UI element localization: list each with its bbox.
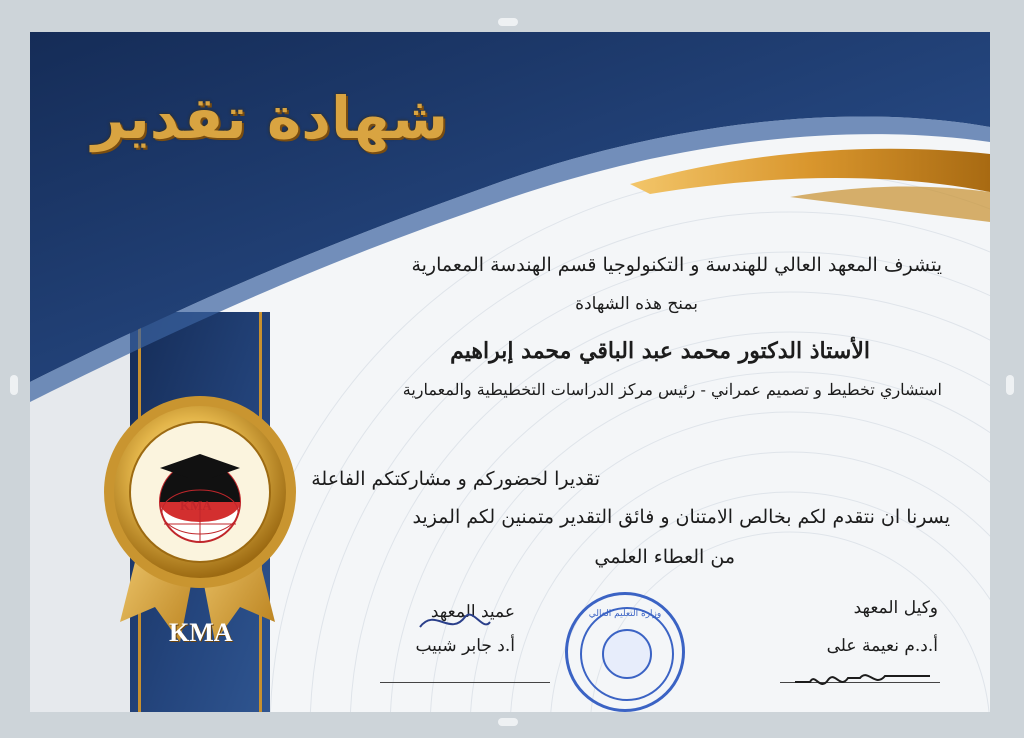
medal-logo-text: KMA xyxy=(180,498,212,513)
frame-clip-bottom xyxy=(498,718,518,726)
grant-line: بمنح هذه الشهادة xyxy=(575,294,698,314)
vice-dean-title: وكيل المعهد xyxy=(853,598,938,618)
ribbon-text: KMA xyxy=(169,618,233,647)
frame-clip-right xyxy=(1006,375,1014,395)
vice-dean-signature xyxy=(790,662,940,702)
recipient-name: الأستاذ الدكتور محمد عبد الباقي محمد إبراهيم xyxy=(450,338,870,364)
dean-signature xyxy=(415,602,495,642)
dean-signature-line xyxy=(380,682,550,683)
frame-clip-top xyxy=(498,18,518,26)
thanks-end-line: من العطاء العلمي xyxy=(594,546,735,568)
dean-title: عميد المعهد xyxy=(430,602,515,622)
certificate-title: شهادة تقدير xyxy=(91,84,449,152)
certificate xyxy=(30,32,990,712)
stamp-text: وزارة التعليم العالي xyxy=(588,609,662,619)
dean-name: أ.د جابر شبيب xyxy=(415,636,515,656)
recipient-position: استشاري تخطيط و تصميم عمراني - رئيس مركز الدراسات التخطيطية والمعمارية xyxy=(402,380,942,399)
frame-clip-left xyxy=(10,375,18,395)
intro-line: يتشرف المعهد العالي للهندسة و التكنولوجيا قسم الهندسة المعمارية xyxy=(411,254,942,276)
official-stamp xyxy=(565,592,685,712)
thanks-line: يسرنا ان نتقدم لكم بخالص الامتنان و فائق التقدير متمنين لكم المزيد xyxy=(412,506,950,528)
vice-dean-name: أ.د.م نعيمة على xyxy=(826,636,938,656)
appreciation-line: تقديرا لحضوركم و مشاركتكم الفاعلة xyxy=(311,468,600,490)
